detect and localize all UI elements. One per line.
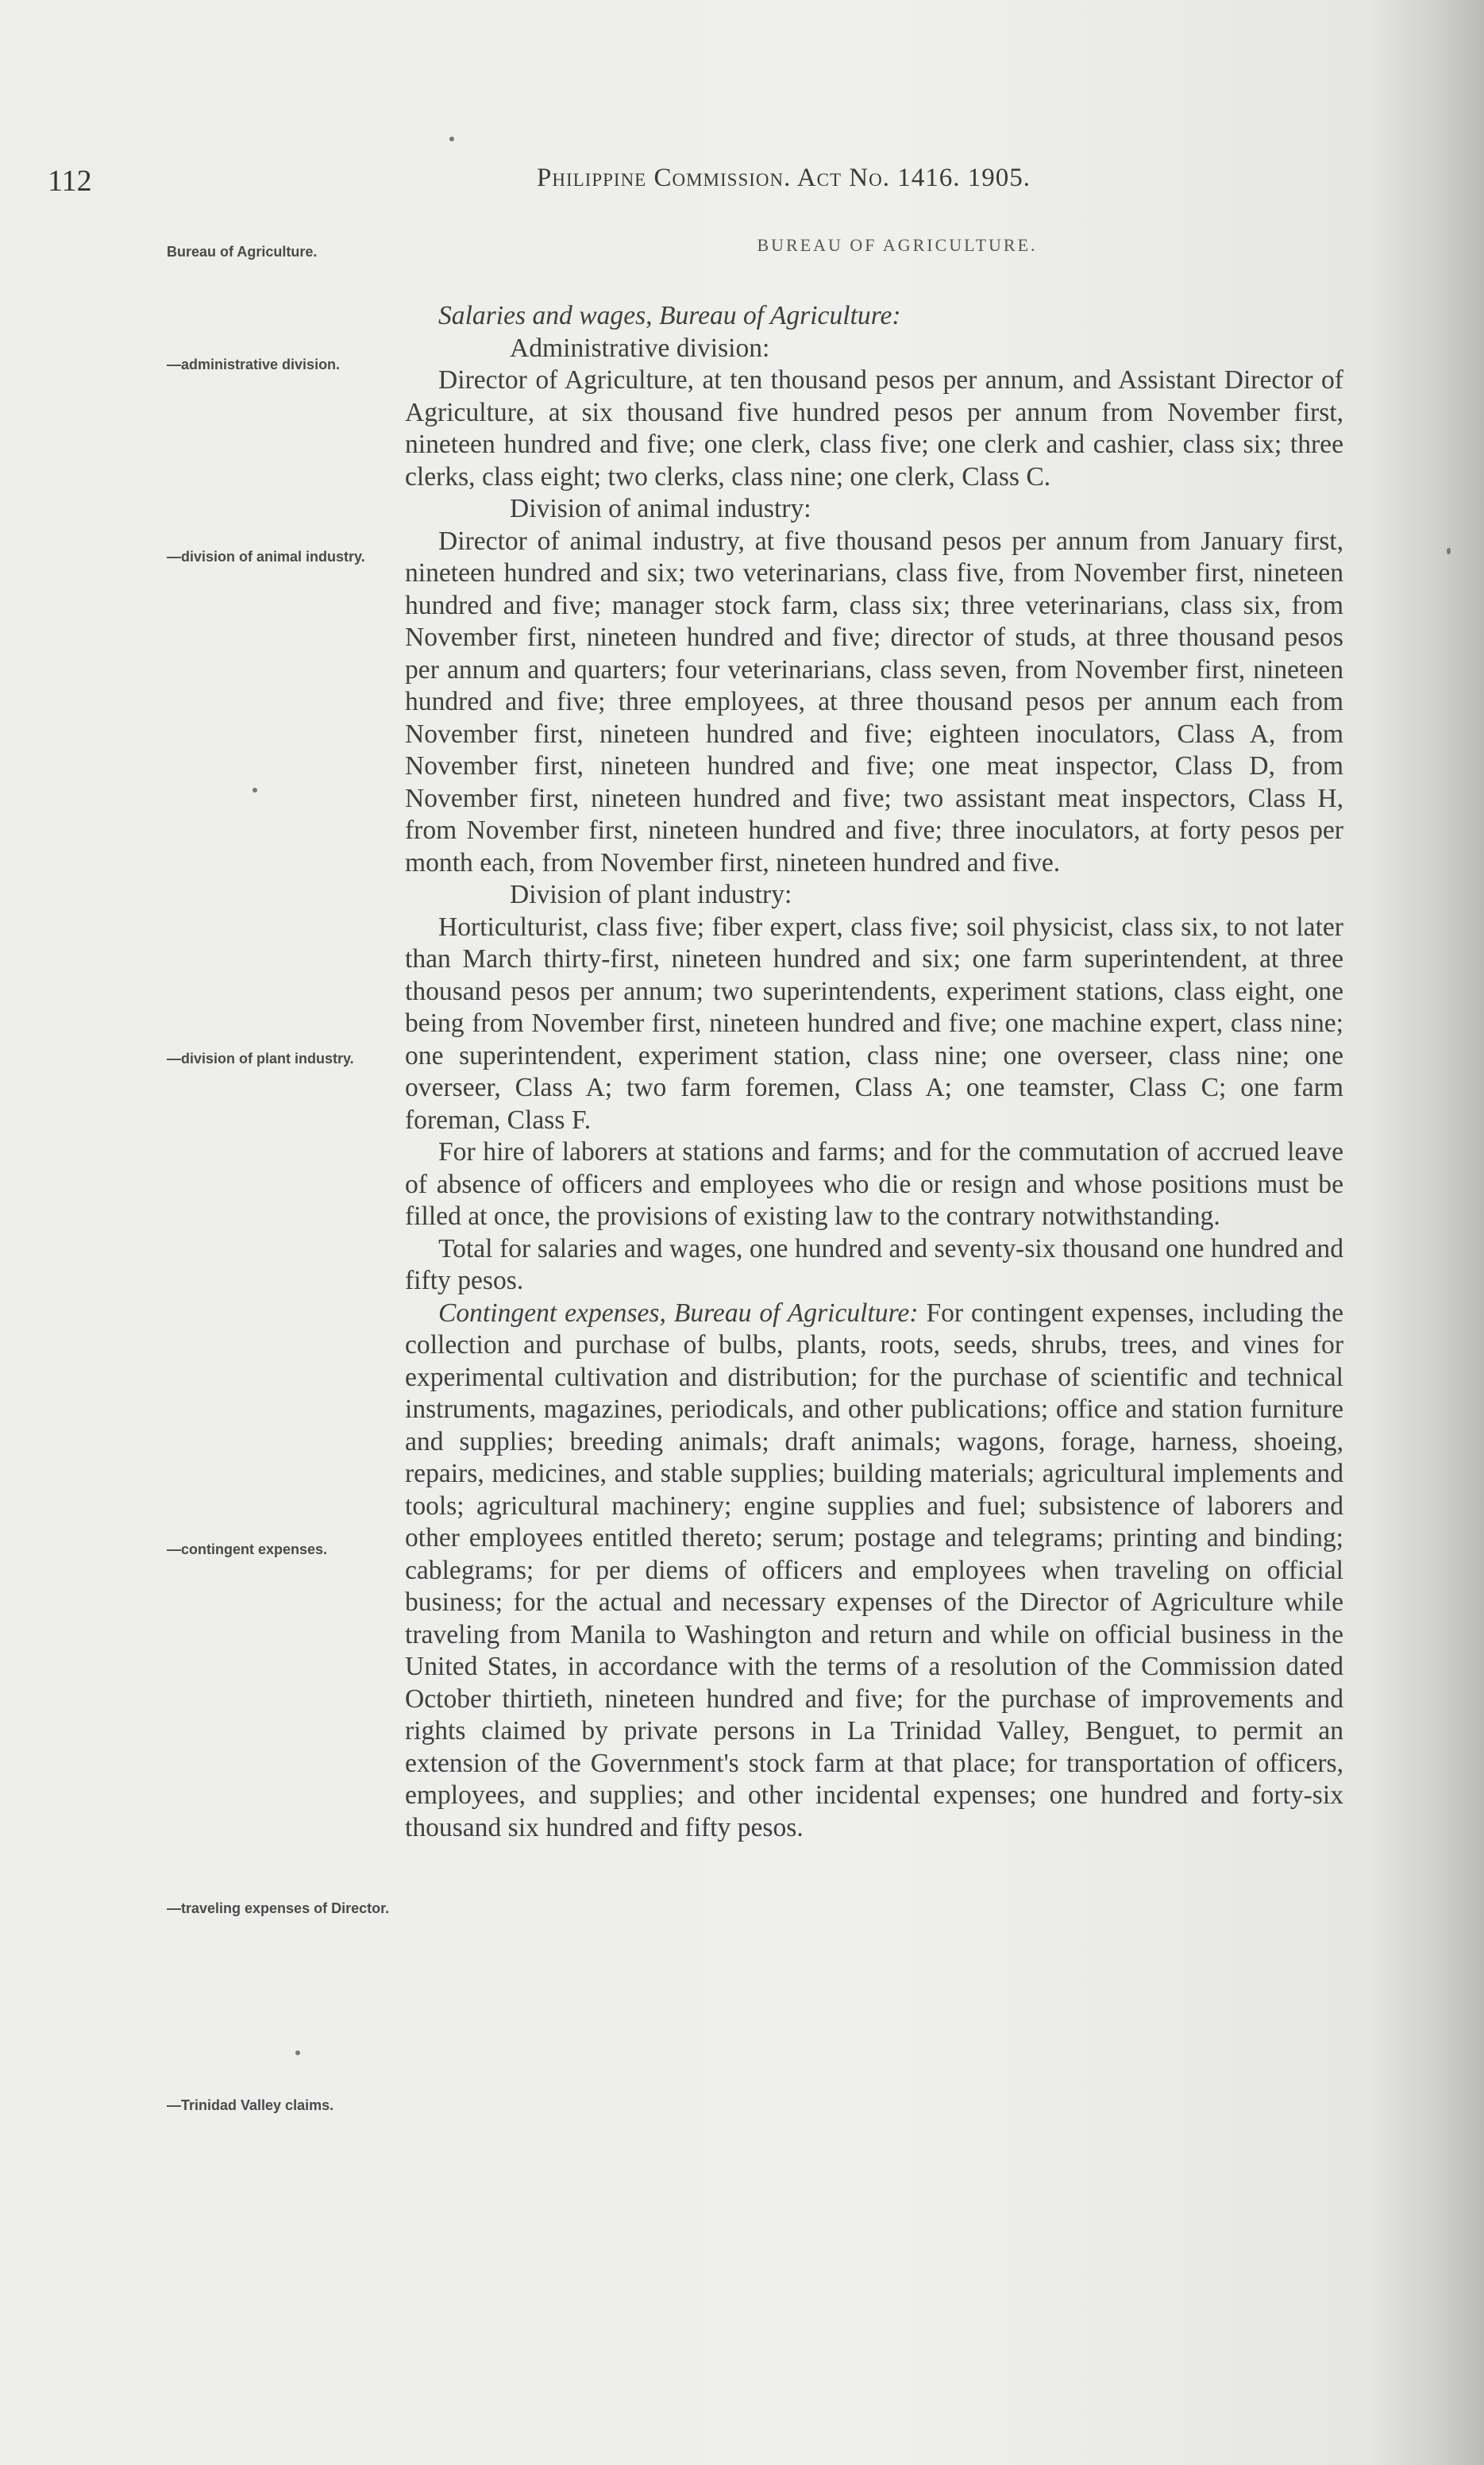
contingent-text: For contingent expenses, including the collection and purchase of bulbs, plants, roots, seeds, shrubs, trees, and vines for experimental cultivation and distribution; for the purchase of scientific and technical instruments, magazines, periodicals, and other publications; office and station furniture and supplies; breeding animals; draft animals; wagons, forage, harness, shoeing, repairs, medicines, and stable supplies; building materials; agricultural implements and tools; agricultural machinery; engine supplies and fuel; subsistence of laborers and other employees entitled thereto; serum; postage and telegrams; printing and binding; cablegrams; for per diems of officers and employees when traveling on official business; for the actual and necessary expenses of the Director of Agriculture while traveling from Manila to Washington and return and while on official business in the United States, in accordance with the terms of a resolution of the Commission dated October thirtieth, nineteen hundred and five; for the purchase of improvements and rights claimed by private persons in La Trinidad Valley, Benguet, to permit an extension of the Government's stock farm at that place; for transportation of officers, employees, and supplies; and other incidental expenses; one hundred and forty-six thousand six hundred and fifty pesos.	[405, 1298, 1343, 1842]
sidenote-contingent: —contingent expenses.	[167, 1541, 328, 1557]
contingent-paragraph	[405, 1298, 1343, 1845]
plant-paragraph: Horticulturist, class five; fiber expert, class five; soil physicist, class six, to not later than March thirty-first, nineteen hundred and six; one farm superintendent, at three thousand pesos per annum; two superintendents, experiment stations, class eight, one being from November first, nineteen hundred and five; one machine expert, class nine; one superintendent, experiment station, class nine; one overseer, class nine; one overseer, Class A; two farm foremen, Class A; one teamster, Class C; one farm foreman, Class F.	[405, 912, 1343, 1135]
section-title: BUREAU OF AGRICULTURE.	[757, 235, 1038, 255]
animal-heading: Division of animal industry:	[510, 494, 811, 523]
total-paragraph: Total for salaries and wages, one hundred and seventy-six thousand one hundred and fifty pesos.	[405, 1233, 1343, 1295]
hire-paragraph: For hire of laborers at stations and farms; and for the commutation of accrued leave of absence of officers and employees who die or resign and whose positions must be filled at once, the provisions of existing law to the contrary notwithstanding.	[405, 1137, 1343, 1231]
running-head: Philippine Commission. Act No. 1416. 1905.	[537, 164, 1031, 192]
sidenote-animal-industry: —division of animal industry.	[167, 549, 365, 565]
admin-paragraph: Director of Agriculture, at ten thousand pesos per annum, and Assistant Director of Agriculture, at six thousand five hundred pesos per annum from November first, nineteen hundred and five; one clerk, class five; one clerk and cashier, class six; three clerks, class eight; two clerks, class nine; one clerk, Class C.	[405, 365, 1343, 492]
sidenote-administrative: —administrative division.	[167, 357, 341, 372]
sidenote-bureau: Bureau of Agriculture.	[167, 244, 318, 260]
body-text	[405, 300, 1343, 1844]
sidenote-plant-industry: —division of plant industry.	[167, 1051, 354, 1067]
salaries-heading: Salaries and wages, Bureau of Agriculture:	[438, 301, 901, 330]
admin-heading: Administrative division:	[510, 333, 770, 363]
animal-paragraph: Director of animal industry, at five thousand pesos per annum from January first, nineteen hundred and six; two veterinarians, class five, from November first, nineteen hundred and five; manager stock farm, class six; three veterinarians, class six, from November first, nineteen hundred and five; director of studs, at three thousand pesos per annum and quarters; four veterinarians, class seven, from November first, nineteen hundred and five; three employees, at three thousand pesos per annum each from November first, nineteen hundred and five; eighteen inoculators, Class A, from November first, nineteen hundred and five; one meat inspector, Class D, from November first, nineteen hundred and five; two assistant meat inspectors, Class H, from November first, nineteen hundred and five; three inoculators, at forty pesos per month each, from November first, nineteen hundred and five.	[405, 526, 1343, 878]
sidenote-traveling: —traveling expenses of Director.	[167, 1900, 390, 1916]
sidenote-trinidad: —Trinidad Valley claims.	[167, 2097, 334, 2113]
page-number: 112	[48, 164, 92, 198]
contingent-heading: Contingent expenses, Bureau of Agriculture:	[438, 1298, 919, 1328]
plant-heading: Division of plant industry:	[510, 880, 792, 909]
